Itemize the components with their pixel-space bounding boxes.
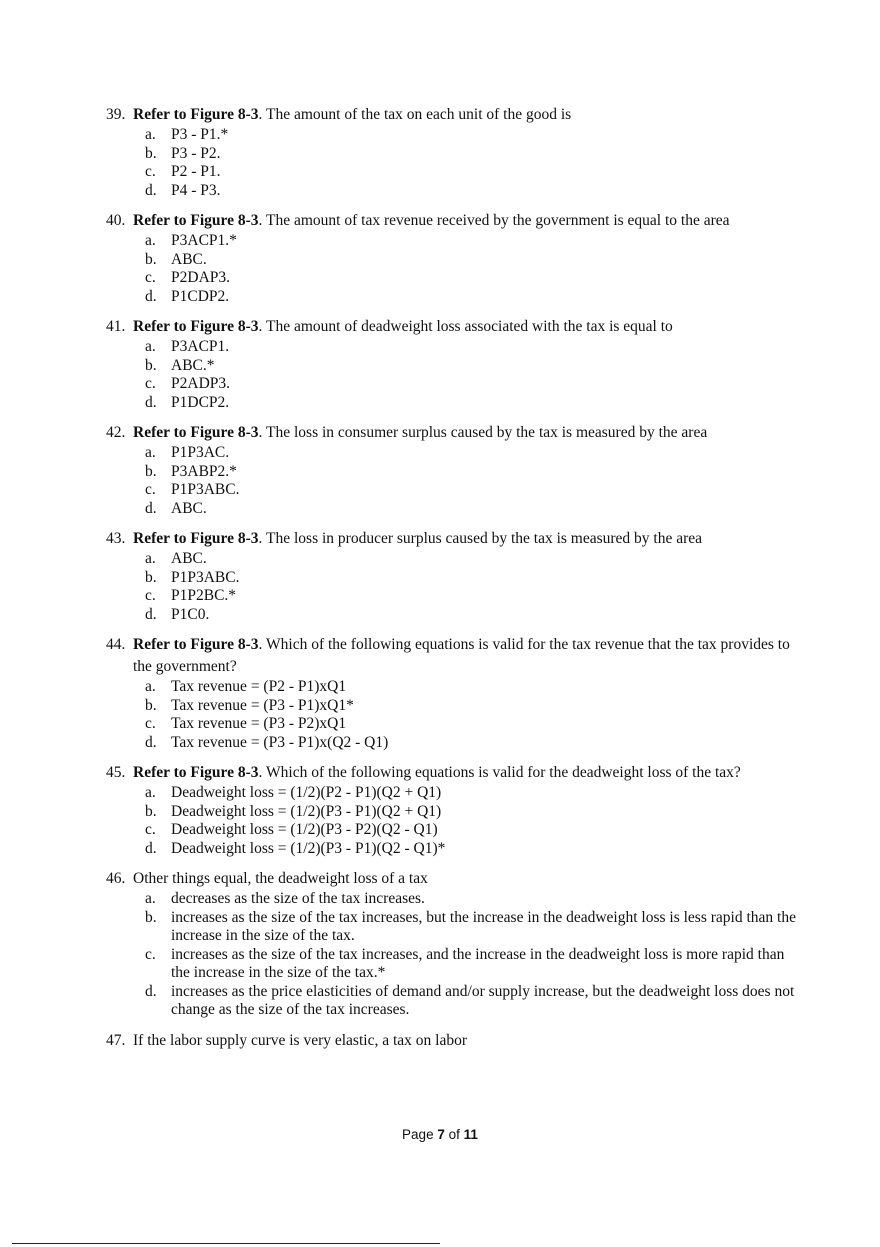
option-text: P3ACP1.	[171, 338, 230, 355]
answer-option	[145, 715, 796, 734]
option-letter: c.	[145, 375, 156, 392]
answer-options	[106, 678, 796, 752]
total-page-count: 11	[463, 1127, 478, 1142]
question-stem: . Which of the following equations is valid for the tax revenue that the tax provides to the government?	[133, 636, 790, 675]
question-stem: . The amount of deadweight loss associated with the tax is equal to	[258, 318, 673, 335]
option-letter: b.	[145, 250, 157, 268]
current-page-number: 7	[437, 1127, 445, 1142]
option-letter: d.	[145, 733, 157, 751]
option-text: increases as the size of the tax increases, but the increase in the deadweight loss is less rapid than the increase in the size of the tax.	[171, 908, 796, 944]
option-letter: d.	[145, 393, 157, 411]
option-text: P3ACP1.*	[171, 232, 237, 249]
question-text	[133, 316, 796, 338]
answer-option	[145, 946, 796, 983]
answer-option	[145, 678, 796, 697]
option-text: ABC.	[171, 499, 207, 517]
answer-options	[106, 126, 796, 200]
question-stem: . The amount of tax revenue received by the government is equal to the area	[258, 212, 730, 229]
option-text: P2ADP3.	[171, 375, 231, 392]
question-number: 39.	[106, 106, 126, 123]
question-text	[133, 634, 796, 678]
option-letter: c.	[145, 163, 156, 180]
figure-reference: Refer to Figure 8-3	[133, 530, 259, 547]
answer-options	[106, 784, 796, 858]
option-text: Deadweight loss = (1/2)(P2 - P1)(Q2 + Q1)	[171, 784, 442, 801]
answer-option	[145, 182, 796, 201]
question	[106, 1030, 796, 1052]
option-letter: a.	[145, 890, 156, 907]
question-text	[133, 528, 796, 550]
answer-option	[145, 463, 796, 482]
question	[106, 104, 796, 200]
option-text: P1DCP2.	[171, 393, 230, 411]
question-number: 43.	[106, 530, 126, 547]
option-text: Deadweight loss = (1/2)(P3 - P2)(Q2 - Q1)	[171, 821, 438, 838]
answer-option	[145, 697, 796, 716]
answer-option	[145, 890, 796, 909]
page-footer	[0, 1127, 880, 1142]
question-text	[133, 210, 796, 232]
answer-option	[145, 375, 796, 394]
question-number: 47.	[106, 1031, 126, 1049]
question-text	[133, 104, 796, 126]
option-text: increases as the price elasticities of demand and/or supply increase, but the deadweight loss does not change as the size of the tax increases.	[171, 982, 795, 1018]
option-text: Tax revenue = (P3 - P1)x(Q2 - Q1)	[171, 733, 389, 751]
question-text	[133, 762, 796, 784]
question-stem: . The loss in consumer surplus caused by the tax is measured by the area	[258, 424, 708, 441]
question-list	[106, 104, 796, 1062]
option-letter: b.	[145, 908, 157, 926]
question-stem: Other things equal, the deadweight loss of a tax	[133, 870, 428, 887]
option-text: P3 - P1.*	[171, 126, 229, 143]
question-number: 42.	[106, 424, 126, 441]
question	[106, 868, 796, 1020]
option-text: Deadweight loss = (1/2)(P3 - P1)(Q2 + Q1)	[171, 802, 442, 820]
question-number: 40.	[106, 212, 126, 229]
answer-option	[145, 803, 796, 822]
question-stem: . The amount of the tax on each unit of the good is	[258, 106, 572, 123]
answer-option	[145, 500, 796, 519]
answer-option	[145, 909, 796, 946]
option-text: P1CDP2.	[171, 287, 230, 305]
option-letter: d.	[145, 181, 157, 199]
answer-option	[145, 269, 796, 288]
answer-option	[145, 821, 796, 840]
question-number: 44.	[106, 636, 126, 653]
figure-reference: Refer to Figure 8-3	[133, 636, 259, 653]
option-text: Tax revenue = (P3 - P2)xQ1	[171, 715, 347, 732]
option-text: ABC.	[171, 550, 207, 567]
option-letter: b.	[145, 356, 157, 374]
question	[106, 528, 796, 624]
option-text: Deadweight loss = (1/2)(P3 - P1)(Q2 - Q1)*	[171, 839, 446, 857]
option-letter: a.	[145, 444, 156, 461]
answer-option	[145, 784, 796, 803]
option-letter: c.	[145, 821, 156, 838]
option-text: P2DAP3.	[171, 269, 231, 286]
option-letter: c.	[145, 481, 156, 498]
question-stem: If the labor supply curve is very elastic, a tax on labor	[133, 1031, 467, 1049]
question	[106, 422, 796, 518]
answer-option	[145, 840, 796, 859]
option-text: Tax revenue = (P3 - P1)xQ1*	[171, 696, 354, 714]
option-letter: b.	[145, 802, 157, 820]
figure-reference: Refer to Figure 8-3	[133, 212, 259, 229]
option-text: Tax revenue = (P2 - P1)xQ1	[171, 678, 347, 695]
option-text: P3 - P2.	[171, 144, 221, 162]
question-number: 41.	[106, 318, 126, 335]
answer-options	[106, 338, 796, 412]
answer-option	[145, 444, 796, 463]
answer-option	[145, 251, 796, 270]
figure-reference: Refer to Figure 8-3	[133, 318, 259, 335]
answer-option	[145, 145, 796, 164]
option-letter: b.	[145, 462, 157, 480]
answer-option	[145, 288, 796, 307]
answer-option	[145, 606, 796, 625]
option-letter: a.	[145, 678, 156, 695]
option-letter: d.	[145, 839, 157, 857]
question-number: 46.	[106, 870, 126, 887]
answer-option	[145, 394, 796, 413]
option-letter: d.	[145, 499, 157, 517]
question	[106, 316, 796, 412]
page-of-label: of	[448, 1127, 460, 1142]
option-text: P2 - P1.	[171, 163, 221, 180]
option-text: P1C0.	[171, 605, 210, 623]
option-text: ABC.	[171, 250, 207, 268]
answer-option	[145, 983, 796, 1020]
answer-options	[106, 444, 796, 518]
question-text	[133, 868, 796, 890]
option-letter: d.	[145, 605, 157, 623]
option-text: decreases as the size of the tax increases.	[171, 890, 425, 907]
question-stem: . The loss in producer surplus caused by the tax is measured by the area	[258, 530, 703, 547]
option-letter: a.	[145, 126, 156, 143]
answer-option	[145, 569, 796, 588]
answer-option	[145, 587, 796, 606]
answer-option	[145, 338, 796, 357]
option-text: P1P3ABC.	[171, 568, 240, 586]
page-label: Page	[402, 1127, 434, 1142]
answer-option	[145, 357, 796, 376]
question-stem: . Which of the following equations is valid for the deadweight loss of the tax?	[258, 764, 741, 781]
question-text	[133, 1030, 796, 1052]
answer-option	[145, 734, 796, 753]
figure-reference: Refer to Figure 8-3	[133, 764, 259, 781]
option-letter: a.	[145, 550, 156, 567]
option-letter: a.	[145, 784, 156, 801]
question-number: 45.	[106, 764, 126, 781]
option-text: P1P3AC.	[171, 444, 230, 461]
bottom-divider	[12, 1243, 440, 1244]
option-letter: a.	[145, 232, 156, 249]
answer-option	[145, 481, 796, 500]
answer-options	[106, 550, 796, 624]
answer-option	[145, 163, 796, 182]
option-letter: d.	[145, 287, 157, 305]
option-text: increases as the size of the tax increases, and the increase in the deadweight loss is more rapid than the increase in the size of the tax.*	[171, 945, 785, 981]
question	[106, 762, 796, 858]
answer-option	[145, 550, 796, 569]
option-letter: b.	[145, 568, 157, 586]
option-letter: c.	[145, 715, 156, 732]
option-letter: b.	[145, 696, 157, 714]
question-text	[133, 422, 796, 444]
option-letter: d.	[145, 982, 157, 1000]
option-letter: c.	[145, 269, 156, 286]
answer-option	[145, 232, 796, 251]
option-letter: b.	[145, 144, 157, 162]
question	[106, 210, 796, 306]
question	[106, 634, 796, 752]
figure-reference: Refer to Figure 8-3	[133, 106, 259, 123]
answer-option	[145, 126, 796, 145]
option-text: P3ABP2.*	[171, 462, 237, 480]
figure-reference: Refer to Figure 8-3	[133, 424, 259, 441]
option-text: P4 - P3.	[171, 181, 221, 199]
answer-options	[106, 890, 796, 1020]
option-text: P1P3ABC.	[171, 481, 240, 498]
option-text: ABC.*	[171, 356, 215, 374]
answer-options	[106, 232, 796, 306]
option-letter: c.	[145, 587, 156, 604]
option-letter: a.	[145, 338, 156, 355]
option-text: P1P2BC.*	[171, 587, 237, 604]
option-letter: c.	[145, 945, 156, 963]
